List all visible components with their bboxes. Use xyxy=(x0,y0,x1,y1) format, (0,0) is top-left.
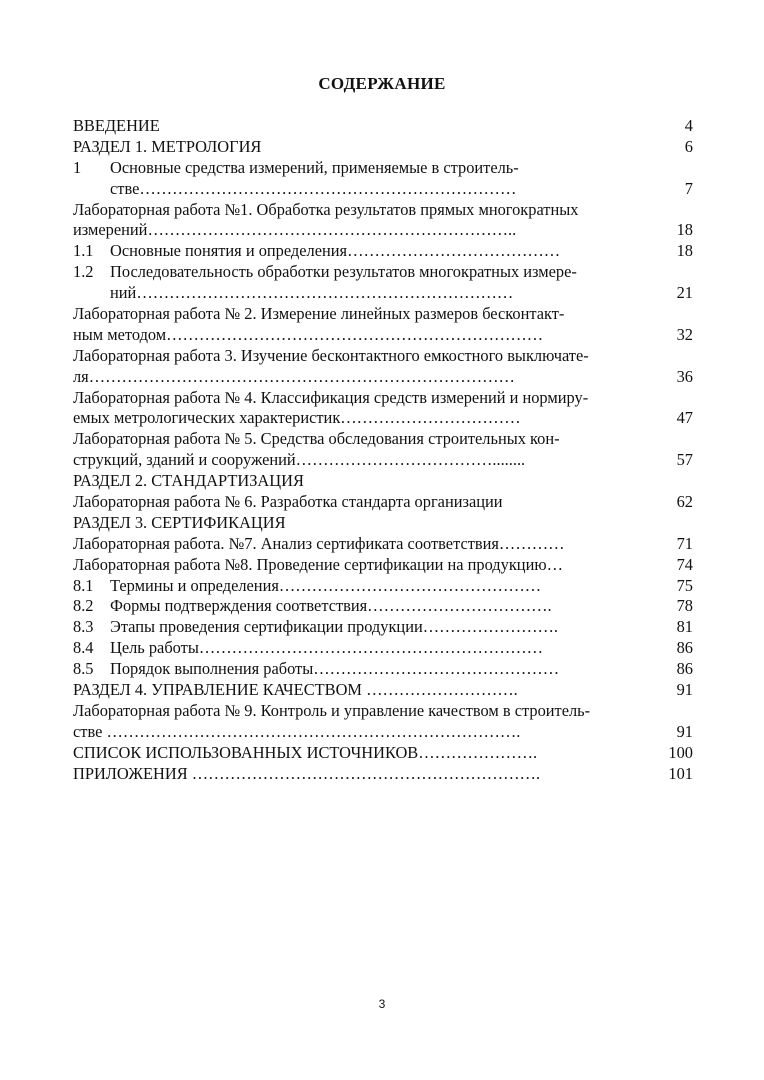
toc-entry-text xyxy=(73,659,559,680)
toc-entry-page: 36 xyxy=(676,366,693,386)
toc-entry-text xyxy=(73,200,578,221)
toc-entry-page: 81 xyxy=(676,617,693,637)
toc-entry-page: 32 xyxy=(676,324,693,344)
toc-entry xyxy=(73,534,693,555)
toc-entry-page: 86 xyxy=(676,638,693,658)
toc-entry xyxy=(73,325,693,346)
toc-entry-text xyxy=(73,764,540,785)
toc-entry-number: 1.1 xyxy=(73,241,94,261)
toc-entry-number: 8.2 xyxy=(73,596,94,616)
toc-entry-label: Лабораторная работа 3. Изучение бесконтактного емкостного выключате- xyxy=(73,345,589,365)
toc-entry xyxy=(73,743,693,764)
toc-entry xyxy=(73,429,693,450)
toc-entry-label: Цель работы……………………………………………………… xyxy=(110,638,544,658)
toc-entry-text xyxy=(73,513,286,534)
toc-entry-page: 75 xyxy=(676,575,693,595)
toc-entry xyxy=(73,408,693,429)
toc-entry-label: Лабораторная работа № 2. Измерение линейных размеров бесконтакт- xyxy=(73,304,565,324)
toc-entry-page: 4 xyxy=(684,116,693,135)
toc-entry-label: стве …………………………………………………………………. xyxy=(73,721,521,741)
toc-entry-text xyxy=(73,116,160,137)
toc-entry xyxy=(73,179,693,200)
toc-entry-number: 8.4 xyxy=(73,638,94,658)
toc-entry-label: ным методом…………………………………………………………… xyxy=(73,324,544,344)
toc-entry xyxy=(73,116,693,137)
toc-entry-number: 8.1 xyxy=(73,575,94,595)
toc-entry xyxy=(73,701,693,722)
toc-entry-text xyxy=(73,137,261,158)
toc-entry-label: РАЗДЕЛ 2. СТАНДАРТИЗАЦИЯ xyxy=(73,471,304,491)
toc-entry-label: Лабораторная работа. №7. Анализ сертификата соответствия………… xyxy=(73,533,565,553)
toc-entry-text xyxy=(73,346,589,367)
toc-entry xyxy=(73,241,693,262)
toc-entry-label: ВВЕДЕНИЕ xyxy=(73,116,160,135)
toc-entry-label: Термины и определения………………………………………… xyxy=(110,575,542,595)
toc-entry-page: 21 xyxy=(676,283,693,303)
toc-entry-number: 8.5 xyxy=(73,659,94,679)
page-title: СОДЕРЖАНИЕ xyxy=(318,74,446,93)
toc-entry xyxy=(73,638,693,659)
toc-entry-label: Лабораторная работа № 4. Классификация средств измерений и нормиру- xyxy=(73,387,589,407)
toc-entry-page: 6 xyxy=(684,136,693,156)
toc-entry xyxy=(73,576,693,597)
toc-entry xyxy=(73,450,693,471)
toc-entry-label: Порядок выполнения работы……………………………………… xyxy=(110,659,560,679)
toc-entry-label: Формы подтверждения соответствия……………………………. xyxy=(110,596,552,616)
page-number: 3 xyxy=(378,997,386,1011)
toc-entry xyxy=(73,659,693,680)
toc-entry-page: 91 xyxy=(676,721,693,741)
toc-entry-page: 18 xyxy=(676,241,693,261)
toc-entry xyxy=(73,617,693,638)
toc-entry-text xyxy=(73,388,588,409)
toc-entry xyxy=(73,596,693,617)
toc-entry-label: ПРИЛОЖЕНИЯ ………………………………………………………. xyxy=(73,763,541,783)
toc-entry xyxy=(73,555,693,576)
toc-entry-label: РАЗДЕЛ 4. УПРАВЛЕНИЕ КАЧЕСТВОМ ………………………. xyxy=(73,680,518,700)
toc-entry-number: 1 xyxy=(73,157,82,177)
toc-entry-text xyxy=(73,492,503,513)
toc-entry-text xyxy=(73,450,525,471)
toc-entry-text xyxy=(110,283,513,304)
toc-entry-text xyxy=(73,701,590,722)
toc-entry-page: 78 xyxy=(676,596,693,616)
toc-entry xyxy=(73,513,693,534)
toc-entry-text xyxy=(73,158,519,179)
toc-entry-label: стве…………………………………………………………… xyxy=(110,178,517,198)
toc-entry-label: Основные средства измерений, применяемые в строитель- xyxy=(110,157,519,177)
toc-entry-text xyxy=(73,220,516,241)
toc-entry-page: 18 xyxy=(676,220,693,240)
toc-entry-text xyxy=(73,555,563,576)
toc-entry-label: струкций, зданий и сооружений………………………………........ xyxy=(73,450,526,470)
toc-entry-text xyxy=(73,534,565,555)
toc-entry-page: 57 xyxy=(676,450,693,470)
toc-entry-text xyxy=(73,304,564,325)
toc-entry-text xyxy=(73,471,304,492)
toc-entry-page: 101 xyxy=(668,763,693,783)
toc-entry xyxy=(73,471,693,492)
toc-entry-label: СПИСОК ИСПОЛЬЗОВАННЫХ ИСТОЧНИКОВ…………………. xyxy=(73,742,538,762)
toc-entry-text xyxy=(73,743,537,764)
toc-entry xyxy=(73,346,693,367)
toc-entry-label: Этапы проведения сертификации продукции……………………. xyxy=(110,617,558,637)
toc-entry-text xyxy=(73,429,560,450)
toc-entry-number: 8.3 xyxy=(73,617,94,637)
toc-entry-page: 100 xyxy=(668,742,693,762)
toc-entry-label: Основные понятия и определения………………………………… xyxy=(110,241,561,261)
toc-entry xyxy=(73,262,693,283)
toc-entry-label: Лабораторная работа № 5. Средства обследования строительных кон- xyxy=(73,429,560,449)
toc-entry xyxy=(73,367,693,388)
toc-entry-text xyxy=(73,722,520,743)
toc-entry-page: 71 xyxy=(676,533,693,553)
toc-entry-label: Последовательность обработки результатов многократных измере- xyxy=(110,262,577,282)
toc-entry xyxy=(73,304,693,325)
toc-entry-text xyxy=(73,408,521,429)
toc-entry xyxy=(73,764,693,785)
toc-entry-page: 86 xyxy=(676,659,693,679)
toc-entry-page: 74 xyxy=(676,554,693,574)
toc-entry xyxy=(73,388,693,409)
toc-entry xyxy=(73,137,693,158)
toc-entry xyxy=(73,200,693,221)
toc-entry-label: Лабораторная работа № 9. Контроль и управление качеством в строитель- xyxy=(73,700,591,720)
toc-entry-label: Лабораторная работа №8. Проведение сертификации на продукцию… xyxy=(73,554,563,574)
toc-entry-label: РАЗДЕЛ 3. СЕРТИФИКАЦИЯ xyxy=(73,512,286,532)
toc-entry-page: 47 xyxy=(676,408,693,428)
toc-entry-text xyxy=(73,576,541,597)
toc-entry-page: 62 xyxy=(676,492,693,512)
toc-entry xyxy=(73,492,693,513)
toc-entry-text xyxy=(110,179,516,200)
toc-entry-text xyxy=(73,596,552,617)
toc-entry xyxy=(73,158,693,179)
toc-entry-page: 91 xyxy=(676,680,693,700)
toc-entry xyxy=(73,220,693,241)
toc-entry xyxy=(73,722,693,743)
toc-entry-label: Лабораторная работа №1. Обработка результатов прямых многократных xyxy=(73,199,579,219)
toc-entry-text xyxy=(73,262,577,283)
toc-entry-page: 7 xyxy=(684,178,693,198)
toc-entry-text xyxy=(73,367,515,388)
toc-entry-text xyxy=(73,638,543,659)
toc-entry-label: емых метрологических характеристик…………………………… xyxy=(73,408,521,428)
toc-entry-text xyxy=(73,325,543,346)
toc-entry-text xyxy=(73,617,558,638)
toc-entry-number: 1.2 xyxy=(73,262,94,282)
toc-entry-label: ний…………………………………………………………… xyxy=(110,283,514,303)
toc-entry xyxy=(73,283,693,304)
toc-entry-text xyxy=(73,680,518,701)
toc-entry-label: Лабораторная работа № 6. Разработка стандарта организации xyxy=(73,492,503,512)
table-of-contents xyxy=(73,116,693,785)
toc-entry-label: измерений………………………………………………………….. xyxy=(73,220,517,240)
toc-entry-label: ля…………………………………………………………………… xyxy=(73,366,515,386)
toc-entry xyxy=(73,680,693,701)
toc-entry-label: РАЗДЕЛ 1. МЕТРОЛОГИЯ xyxy=(73,136,262,156)
toc-entry-text xyxy=(73,241,560,262)
